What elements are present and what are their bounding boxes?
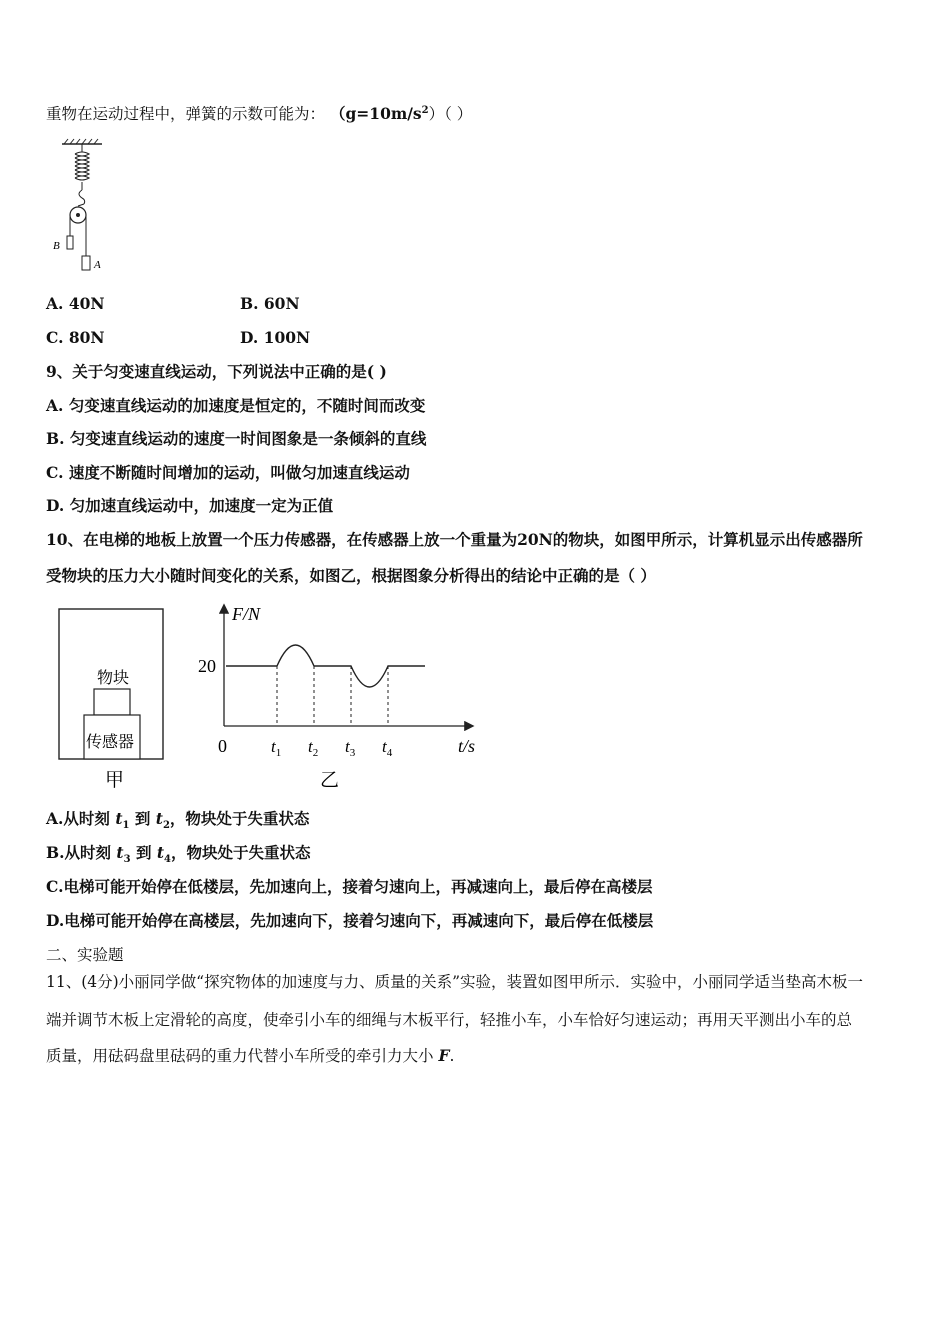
- q10-b-s1: 3: [123, 854, 131, 866]
- sensor-label: 传感器: [86, 734, 135, 751]
- y-tick-20: 20: [198, 656, 216, 676]
- q9-stem: 9、关于匀变速直线运动，下列说法中正确的是( ): [46, 362, 387, 381]
- q9-option-c: C. 速度不断随时间增加的运动，叫做匀加速直线运动: [46, 463, 410, 482]
- x-tick-t3: $t_3$: [345, 737, 356, 759]
- q10-option-a: [46, 809, 309, 836]
- label-a: A: [94, 259, 101, 271]
- x-tick-t2: $t_2$: [308, 737, 319, 759]
- q8-option-c: C. 80N: [46, 328, 105, 347]
- spring-pulley-figure: [48, 138, 118, 278]
- q8-option-d: D. 100N: [240, 328, 311, 347]
- q8-g-label: （g=10m/s: [329, 104, 422, 124]
- q8-option-a: A. 40N: [46, 294, 105, 313]
- origin-label: 0: [218, 736, 227, 756]
- q8-option-b: B. 60N: [240, 294, 300, 313]
- elevator-figure: [55, 605, 175, 795]
- q10-b-t1: t: [116, 843, 124, 862]
- q10-option-c: C.电梯可能开始停在低楼层，先加速向上，接着匀速向上，再减速向上，最后停在高楼层: [46, 877, 653, 896]
- section-heading: 二、实验题: [46, 946, 124, 964]
- q9-option-d: D. 匀加速直线运动中，加速度一定为正值: [46, 496, 334, 515]
- q11-line3-end: .: [449, 1047, 455, 1065]
- q9-option-b: B. 匀变速直线运动的速度一时间图象是一条倾斜的直线: [46, 429, 427, 448]
- q8-g-sup: 2: [421, 105, 429, 116]
- q10-b-s2: 4: [164, 854, 171, 866]
- q9-option-a: A. 匀变速直线运动的加速度是恒定的，不随时间而改变: [46, 396, 426, 415]
- q10-a-mid: 到: [129, 809, 156, 828]
- q8-stem: [46, 101, 472, 124]
- q10-a-t2: t: [155, 809, 163, 828]
- q8-stem-text: 重物在运动过程中，弹簧的示数可能为：: [46, 105, 326, 124]
- q10-b-post: ，物块处于失重状态: [170, 843, 311, 862]
- q11-var-f: F: [438, 1046, 450, 1065]
- x-axis-label: t/s: [458, 736, 476, 756]
- block-label: 物块: [97, 670, 130, 687]
- q10-stem-line1: 10、在电梯的地板上放置一个压力传感器，在传感器上放一个重量为20N的物块，如图甲所示，计算机显示出传感器所: [46, 530, 863, 549]
- q8-g-value: [330, 104, 429, 123]
- q8-g-close: ）（ ）: [428, 105, 473, 124]
- q10-option-b: [46, 843, 311, 870]
- x-tick-t1: $t_1$: [271, 737, 282, 759]
- q11-line2: 端并调节木板上定滑轮的高度，使牵引小车的细绳与木板平行，轻推小车，小车恰好匀速运动；再用天平测出小车的总: [46, 1011, 853, 1029]
- q11-line3-text: 质量，用砝码盘里砝码的重力代替小车所受的牵引力大小: [46, 1047, 439, 1065]
- q11-line1: 11、(4分)小丽同学做“探究物体的加速度与力、质量的关系”实验，装置如图甲所示．实验中，小丽同学适当垫高木板一: [46, 973, 864, 991]
- force-series-line: [226, 645, 425, 687]
- q10-a-post: ，物块处于失重状态: [169, 809, 310, 828]
- label-b: B: [53, 240, 60, 252]
- figure-jia-caption: 甲: [105, 770, 125, 791]
- q10-a-pre: A.从时刻: [46, 809, 116, 828]
- q11-line3: [46, 1046, 454, 1066]
- figure-yi-caption: 乙: [320, 770, 340, 791]
- q10-option-d: D.电梯可能开始停在高楼层，先加速向下，接着匀速向下，再减速向下，最后停在低楼层: [46, 911, 654, 930]
- q10-a-s2: 2: [162, 820, 170, 832]
- q10-stem-line2: 受物块的压力大小随时间变化的关系，如图乙，根据图象分析得出的结论中正确的是（ ）: [46, 566, 656, 585]
- y-axis-label: F/N: [232, 604, 261, 624]
- q10-b-mid: 到: [130, 843, 157, 862]
- q10-b-t2: t: [156, 843, 165, 862]
- q10-a-t1: t: [115, 809, 123, 828]
- force-time-chart: [190, 600, 490, 795]
- q10-b-pre: B.从时刻: [46, 843, 117, 862]
- x-tick-t4: $t_4$: [382, 737, 393, 759]
- q10-a-s1: 1: [122, 820, 130, 832]
